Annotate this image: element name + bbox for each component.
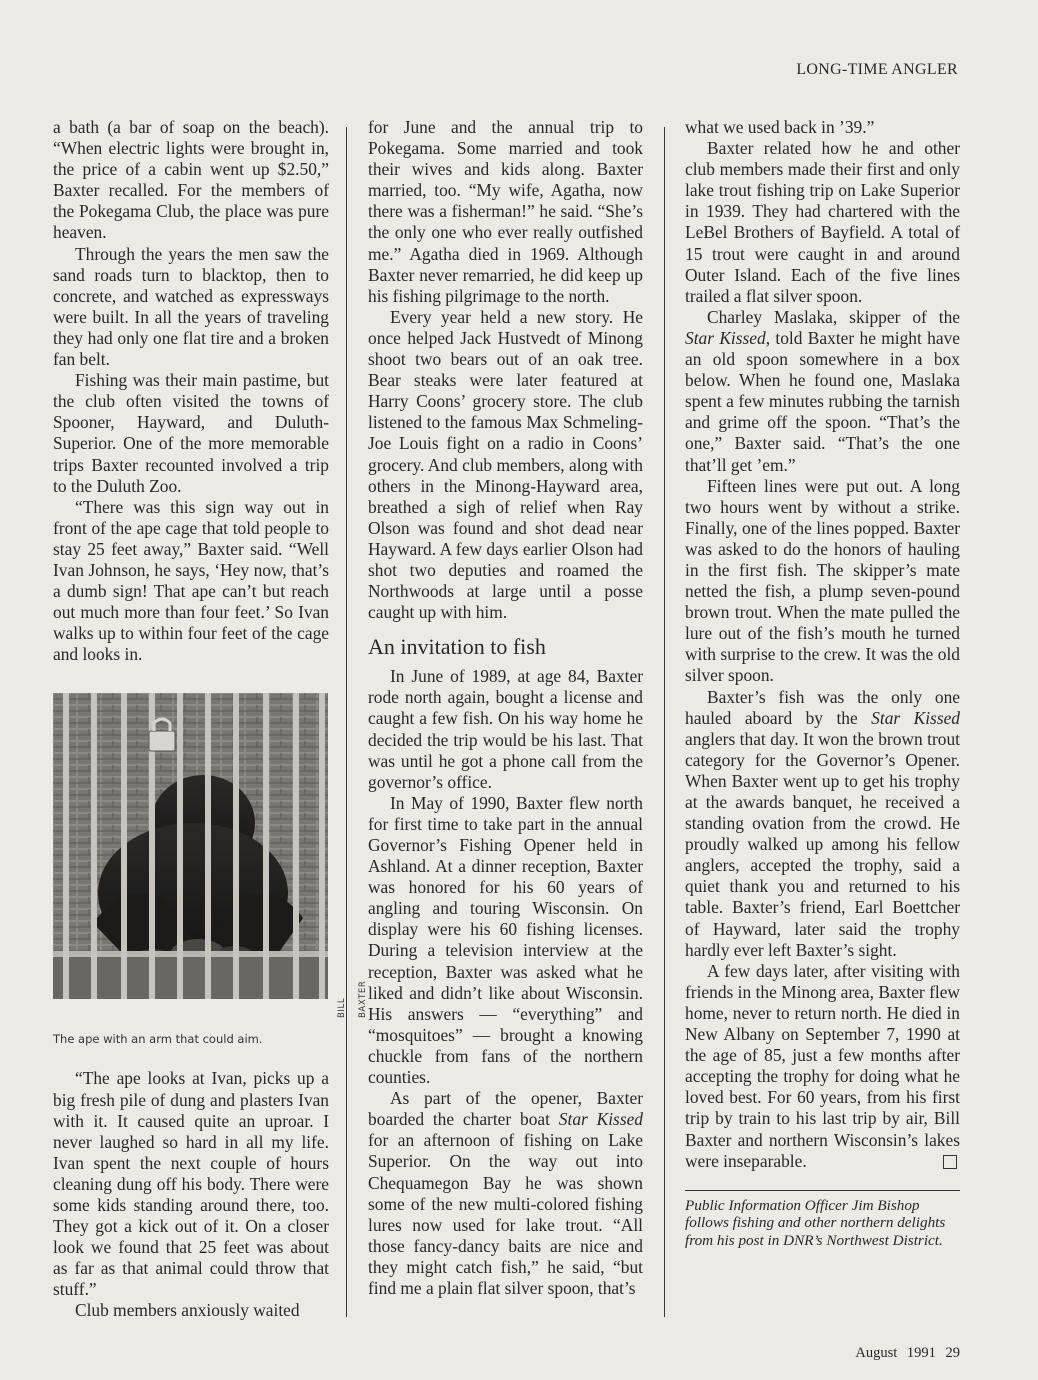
paragraph: a bath (a bar of soap on the beach). “When electric lights were brought in, the price of a cabin went up $2.50,” Baxter recalled. For the members of the Pokegama Club, the place was pure heaven. [53,117,329,243]
text-run: A few days later, after visiting with friends in the Minong area, Baxter flew home, never to return north. He died in New Albany on September 7, 1990 at the age of 85, just a few months after accepting the trophy for doing what he loved best. For 60 years, from his first trip by train to his last trip by air, Bill Baxter and northern Wisconsin’s lakes were inseparable. [685,960,960,1171]
paragraph [685,687,960,961]
paragraph: “There was this sign way out in front of the ape cage that told people to stay 25 feet away,” Baxter said. “Well Ivan Johnson, he says, ‘Hey now, that’s a dumb sign! That ape can’t but reach out much more than four feet.’ So Ivan walks up to within four feet of the cage and looks in. [53,496,329,665]
column-divider [346,127,347,1317]
text-run: Baxter’s fish was the only one hauled aboard by the [685,686,960,728]
paragraph: In May of 1990, Baxter flew north for first time to take part in the annual Governor’s Fishing Opener held in Ashland. At a dinner reception, Baxter was honored for his 60 years of angling and touring Wisconsin. On display were his 60 fishing licenses. During a television interview at the reception, Baxter was asked what he liked and didn’t like about Wisconsin. His answers — “everything” and “mosquitoes” — brought a knowing chuckle from fans of the northern counties. [368,792,643,1088]
ape-photo-figure [53,693,369,1047]
column-2 [368,117,643,1299]
end-of-article-mark [943,1155,957,1169]
paragraph [368,1088,643,1299]
issue-date: August 1991 [855,1345,936,1361]
text-run: Charley Maslaka, skipper of the [707,306,960,327]
paragraph: Fishing was their main pastime, but the club often visited the towns of Spooner, Hayward, and Duluth-Superior. One of the more memorable trips Baxter recounted involved a trip to the Duluth Zoo. [53,370,329,496]
boat-name: Star Kissed [558,1109,643,1130]
photo-credit: BILL BAXTER [337,981,369,1019]
page-number: 29 [945,1345,960,1361]
paragraph: In June of 1989, at age 84, Baxter rode north again, bought a license and caught a few fish. On his way home he decided the trip would be his last. That was until he got a phone call from the governor’s office. [368,666,643,792]
paragraph: what we used back in ’39.” [685,117,875,137]
text-run: anglers that day. It won the brown trout category for the Governor’s Opener. When Baxter went up to get his trophy at the awards banquet, he received a standing ovation from the crowd. He proudly walked up among his fellow anglers, accepted the trophy, said a quiet thank you and returned to his table. Baxter’s friend, Earl Boettcher of Hayward, later said the trophy hardly ever left Baxter’s sight. [685,728,960,960]
column-1 [53,117,369,1322]
page-footer [855,1345,960,1362]
text-run: for an afternoon of fishing on Lake Superior. On the way out into Chequamegon Bay he was shown some of the new multi-colored fishing lures now used for lake trout. “All those fancy-dancy baits are nice and they might catch fish,” he said, “but find me a plain flat silver spoon, that’s [368,1130,643,1298]
paragraph: Fifteen lines were put out. A long two hours went by without a strike. Finally, one of the lines popped. Baxter was asked to do the honors of hauling in the first fish. The skipper’s mate netted the fish, a plump seven-pound brown trout. When the mate pulled the lure out of the fish’s mouth he turned with surprise to the crew. It was the old silver spoon. [685,475,960,686]
photo-caption: The ape with an arm that could aim. [53,1032,263,1047]
boat-name: Star Kissed [685,327,766,348]
ape-in-cage-photo [53,693,328,999]
text-run: , told Baxter he might have an old spoon somewhere in a box below. When he found one, Maslaka spent a few minutes rubbing the tarnish and grime off the spoon. “That’s the one,” Baxter said. “That’s the one that’ll get ’em.” [685,327,960,475]
column-divider [664,127,665,1317]
paragraph: Baxter related how he and other club members made their first and only lake trout fishing trip on Lake Superior in 1939. They had chartered with the LeBel Brothers of Bayfield. A total of 15 trout were caught in and around Outer Island. Each of the five lines trailed a flat silver spoon. [685,138,960,306]
text-run: As part of the opener, Baxter boarded the charter boat [368,1088,643,1130]
paragraph [685,307,960,476]
paragraph: Club members anxiously waited [75,1300,300,1321]
paragraph: Through the years the men saw the sand roads turn to blacktop, then to concrete, and watched as expressways were built. In all the years of traveling they had only one flat tire and a broken fan belt. [53,243,329,370]
column-3 [685,117,960,1250]
author-bio: Public Information Officer Jim Bishop follows fishing and other northern delights from his post in DNR’s Northwest District. [685,1190,960,1250]
paragraph: Every year held a new story. He once helped Jack Hustvedt of Minong shoot two bears out of an oak tree. Bear steaks were later featured at Harry Coons’ grocery store. The club listened to the famous Max Schmeling-Joe Louis fight on a radio in Coons’ grocery. And club members, along with others in the Minong-Hayward area, breathed a sigh of relief when Ray Olson was found and shot dead near Hayward. A few days earlier Olson had shot two deputies and roamed the Northwoods at large until a posse caught up with him. [368,306,643,623]
boat-name: Star Kissed [871,707,961,728]
paragraph: “The ape looks at Ivan, picks up a big fresh pile of dung and plasters Ivan with it. It caused quite an uproar. I never laughed so hard in all my life. Ivan spent the next couple of hours cleaning dung off his body. There were some kids standing around there, too. They got a kick out of it. On a closer look we found that 25 feet was about as far as that animal could throw that stuff.” [53,1068,329,1300]
paragraph: for June and the annual trip to Pokegama. Some married and took their wives and kids along. Baxter married, too. “My wife, Agatha, now there was a fisherman!” he said. “She’s the only one who ever really outfished me.” Agatha died in 1969. Although Baxter never remarried, he did keep up his fishing pilgrimage to the north. [368,117,643,306]
section-heading: An invitation to fish [368,634,546,660]
paragraph [685,961,960,1172]
running-header: LONG-TIME ANGLER [796,61,958,78]
